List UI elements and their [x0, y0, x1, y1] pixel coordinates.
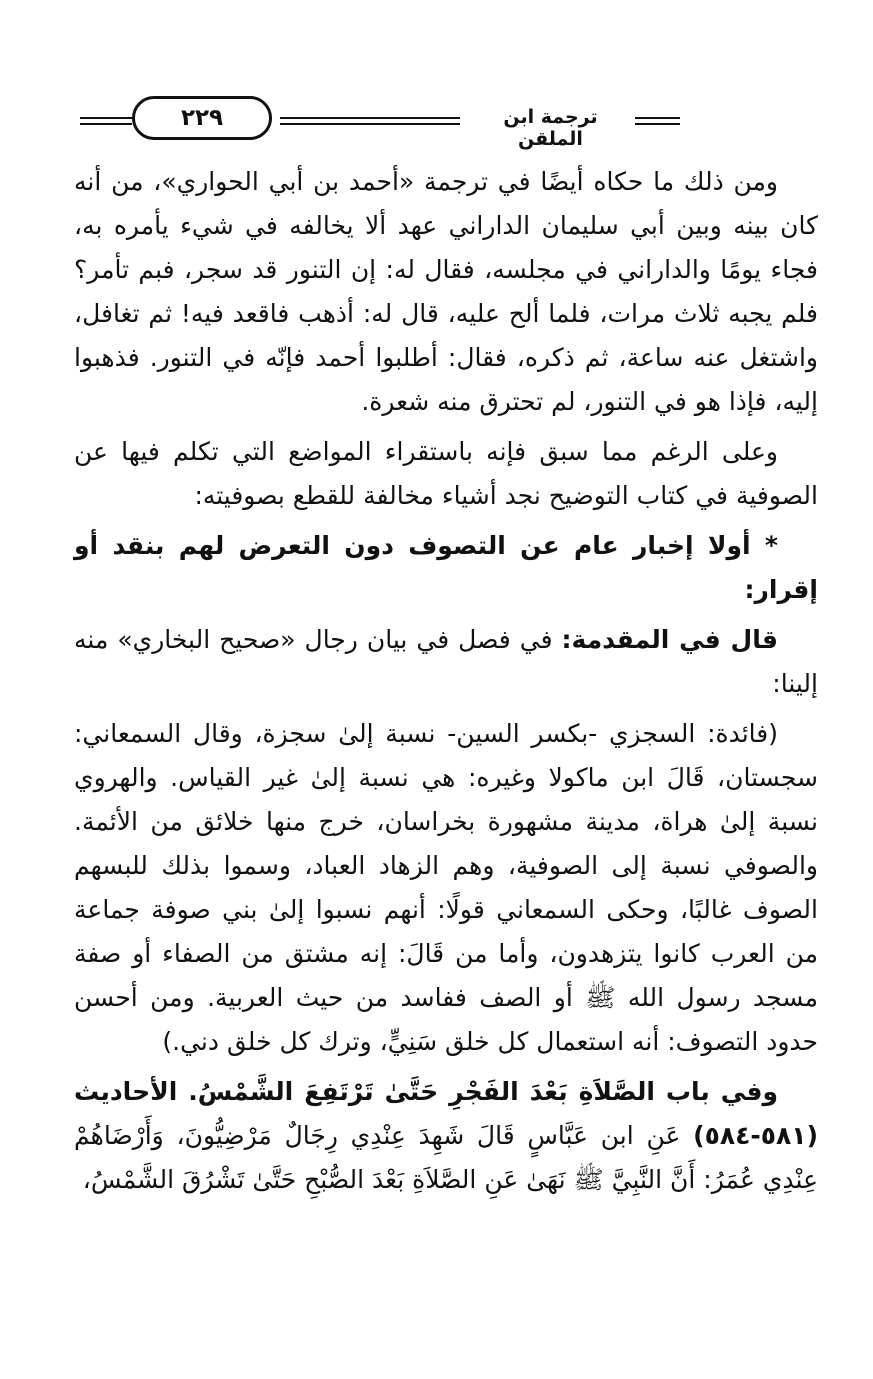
paragraph-lead: قال في المقدمة: — [561, 625, 778, 654]
header-rule-middle — [280, 117, 460, 125]
page-header — [80, 92, 815, 148]
header-rule-right — [635, 117, 680, 125]
paragraph-quote: (فائدة: السجزي -بكسر السين- نسبة إلىٰ سجزة، وقال السمعاني: سجستان، قَالَ ابن ماكولا وغيره: هي نسبة إلىٰ غير القياس. والهروي نسبة إلىٰ هراة، مدينة مشهورة بخراسان، خرج منها خلائق من الأئمة. والصوفي نسبة إلى الصوفية، وهم الزهاد العباد، وسموا بذلك للبسهم الصوف غالبًا، وحكى السمعاني قولًا: أنهم نسبوا إلىٰ بني صوفة جماعة من العرب كانوا يتزهدون، وأما من قَالَ: إنه مشتق من الصفاء أو صفة مسجد رسول الله ﷺ أو الصف ففاسد من حيث العربية. ومن أحسن حدود التصوف: أنه استعمال كل خلق سَنِيٍّ، وترك كل خلق دني.) — [74, 719, 818, 1056]
page-body — [74, 160, 818, 1310]
running-title: ترجمة ابن الملقن — [503, 106, 598, 150]
paragraph-hadith — [74, 1070, 818, 1202]
section-heading: * أولا إخبار عام عن التصوف دون التعرض لهم بنقد أو إقرار: — [74, 531, 818, 604]
page-number: ٢٢٩ — [132, 96, 272, 140]
paragraph-lead: وفي باب الصَّلاَةِ بَعْدَ الفَجْرِ حَتَّىٰ تَرْتَفِعَ الشَّمْسُ. الأحاديث (٥٨١-٥٨٤) — [74, 1077, 818, 1150]
paragraph-intro: وعلى الرغم مما سبق فإنه باستقراء المواضع التي تكلم فيها عن الصوفية في كتاب التوضيح نجد أشياء مخالفة للقطع بصوفيته: — [74, 437, 818, 510]
header-rule-left — [80, 117, 132, 125]
paragraph-muqaddima — [74, 618, 818, 706]
paragraph-anecdote: ومن ذلك ما حكاه أيضًا في ترجمة «أحمد بن أبي الحواري»، من أنه كان بينه وبين أبي سليمان الداراني عهد ألا يخالفه في شيء يأمره به، فجاء يومًا والداراني في مجلسه، فقال له: إن التنور قد سجر، فبم تأمر؟ فلم يجبه ثلاث مرات، فلما ألح عليه، قال له: أذهب فاقعد فيه! ثم تغافل، واشتغل عنه ساعة، ثم ذكره، فقال: أطلبوا أحمد فإنّه في التنور. فذهبوا إليه، فإذا هو في التنور، لم تحترق منه شعرة. — [74, 167, 818, 416]
paragraph-rest: في فصل في بيان رجال «صحيح البخاري» منه إلينا: — [74, 625, 818, 698]
paragraph-rest: عَنِ ابن عَبَّاسٍ قَالَ شَهِدَ عِنْدِي رِجَالٌ مَرْضِيُّونَ، وَأَرْضَاهُمْ عِنْدِي عُمَرُ: أَنَّ النَّبِيَّ ﷺ نَهَىٰ عَنِ الصَّلاَةِ بَعْدَ الصُّبْحِ حَتَّىٰ تَشْرُقَ الشَّمْسُ، — [74, 1121, 818, 1194]
